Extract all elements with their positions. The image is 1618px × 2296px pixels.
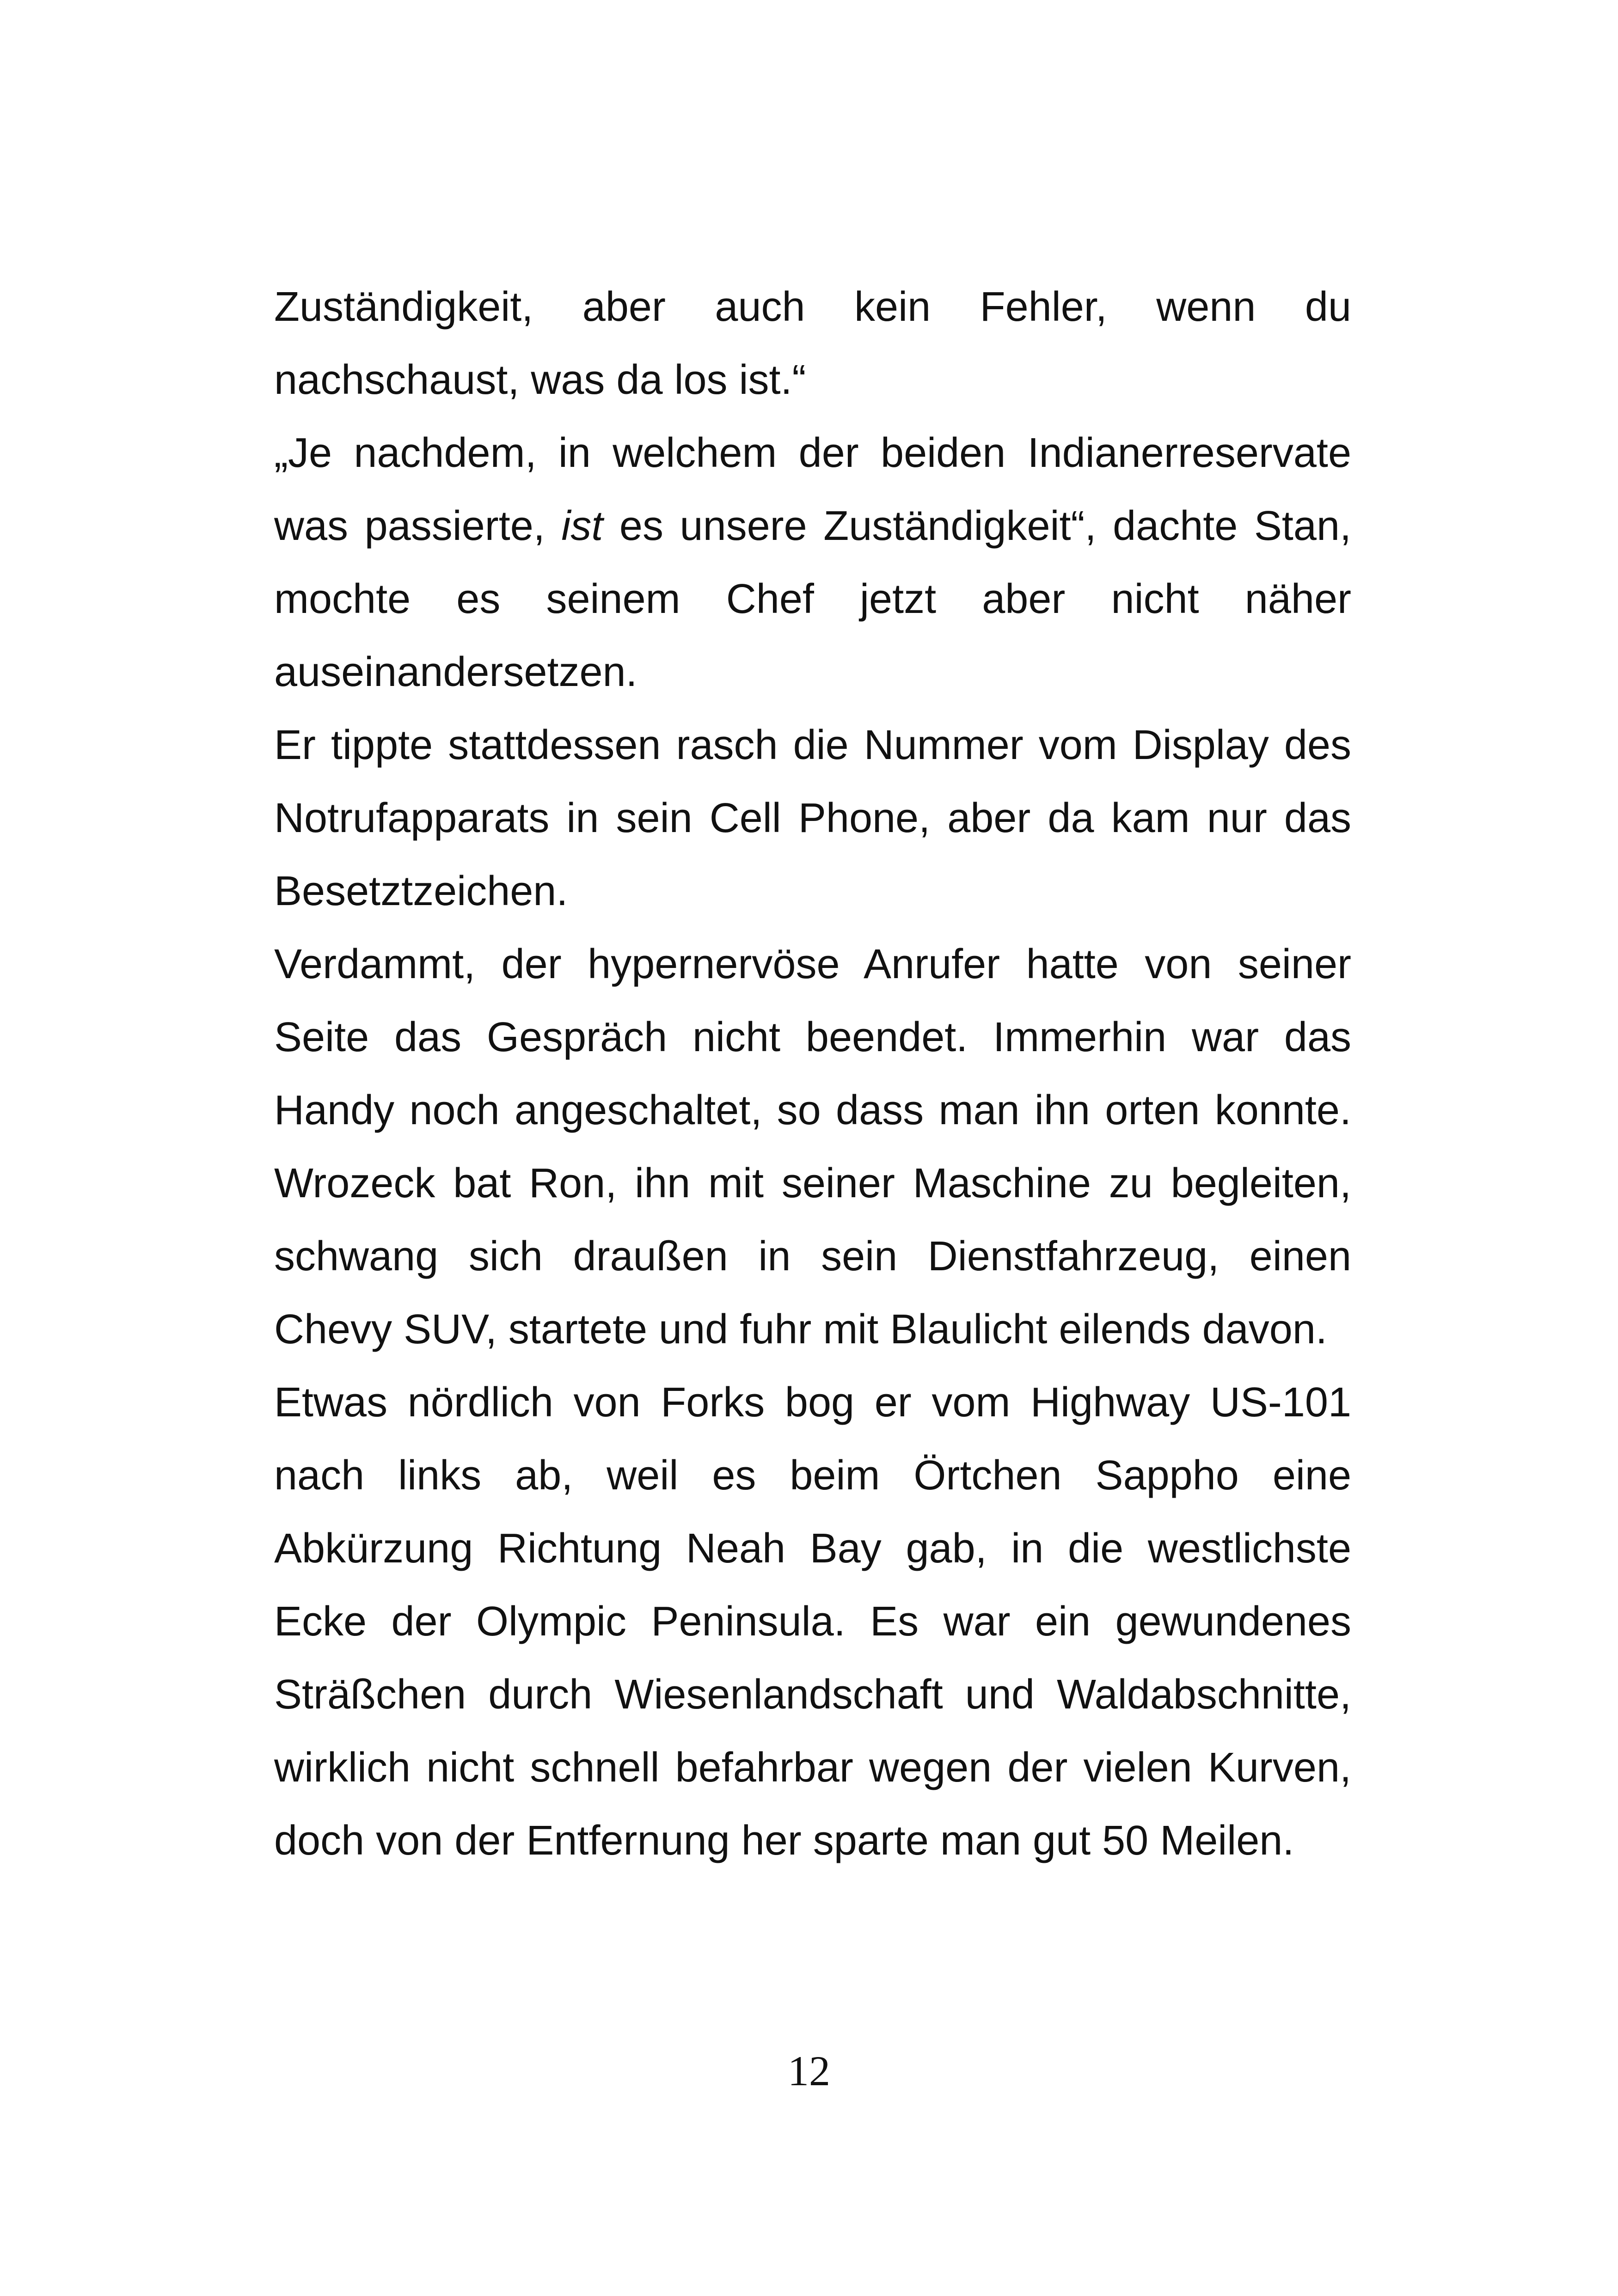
text-segment: es unsere Zuständigkeit“, dachte Stan, mochte es seinem Chef jetzt aber nicht näher auseinandersetzen. (274, 503, 1352, 695)
paragraph-3 (274, 709, 1351, 928)
text-segment: Etwas nördlich von Forks bog er vom Highway US-101 nach links ab, weil es beim Örtchen Sappho eine Abkürzung Richtung Neah Bay gab, in die westlichste Ecke der Olympic Peninsula. Es war ein gewundenes Sträßchen durch Wiesenlandschaft und Waldabschnitte, wirklich nicht schnell befahrbar wegen der vielen Kurven, doch von der Entfernung her sparte man gut 50 Meilen. (274, 1379, 1351, 1864)
paragraph-2 (274, 416, 1351, 709)
emphasis-text: ist (561, 503, 603, 549)
paragraph-1 (274, 270, 1351, 416)
page-number: 12 (788, 2047, 830, 2094)
text-segment: „Je nachdem, in welchem der beiden Indianerreservate was passierte, (274, 430, 1351, 549)
text-segment: Er tippte stattdessen rasch die Nummer vom Display des Notrufapparats in sein Cell Phone, aber da kam nur das Besetztzeichen. (274, 722, 1351, 914)
paragraph-4 (274, 928, 1351, 1366)
text-segment: Verdammt, der hypernervöse Anrufer hatte von seiner Seite das Gespräch nicht beendet. Immerhin war das Handy noch angeschaltet, so dass man ihn orten konnte. Wrozeck bat Ron, ihn mit seiner Maschine zu begleiten, schwang sich draußen in sein Dienstfahrzeug, einen Chevy SUV, startete und fuhr mit Blaulicht eilends davon. (274, 941, 1351, 1353)
paragraph-5 (274, 1366, 1351, 1877)
body-text (274, 270, 1351, 1877)
text-segment: Zuständigkeit, aber auch kein Fehler, wenn du nachschaust, was da los ist.“ (274, 284, 1351, 403)
